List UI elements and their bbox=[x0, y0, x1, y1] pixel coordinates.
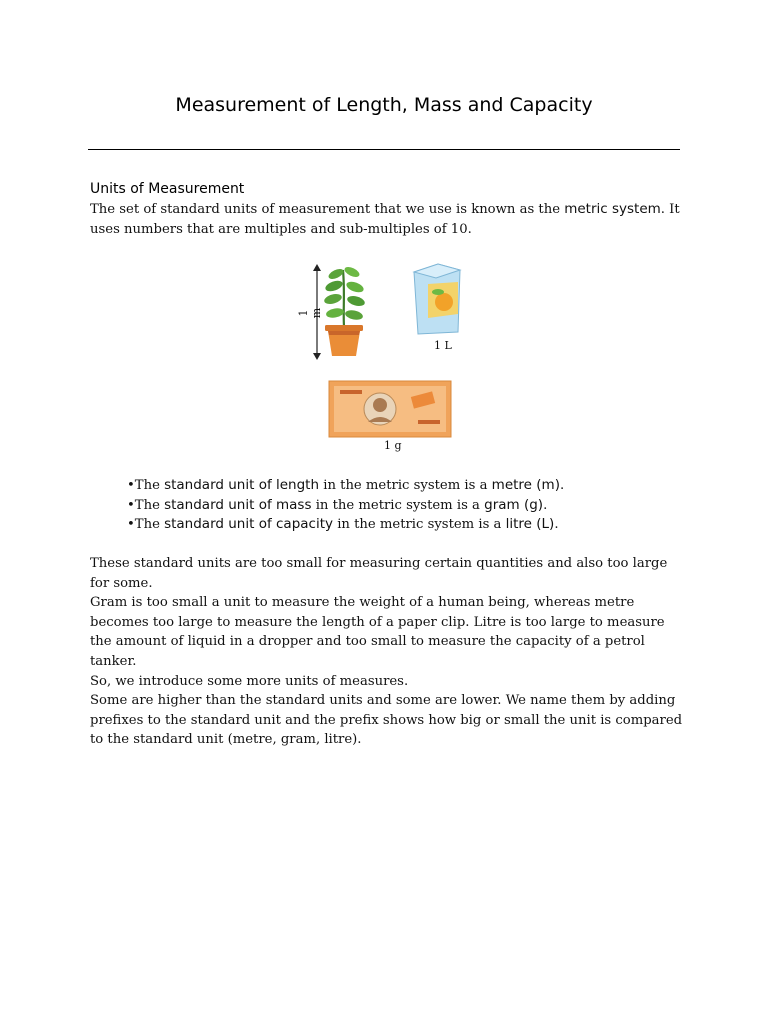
plant-height-label: 1 m bbox=[297, 307, 323, 319]
list-item: •The standard unit of mass in the metric system is a gram (g). bbox=[127, 496, 548, 513]
title-divider bbox=[88, 149, 680, 150]
list-item: •The standard unit of length in the metric system is a metre (m). bbox=[127, 477, 565, 493]
body-paragraph: So, we introduce some more units of measures. bbox=[90, 673, 409, 689]
section-heading: Units of Measurement bbox=[90, 181, 245, 197]
list-item: •The standard unit of capacity in the metric system is a litre (L). bbox=[127, 516, 559, 533]
unit-bullet-list bbox=[127, 476, 564, 535]
carton-capacity-label: 1 L bbox=[434, 339, 452, 352]
page-title: Measurement of Length, Mass and Capacity bbox=[175, 94, 593, 116]
intro-text-after: . It uses numbers that are multiples and sub-multiples of 10. bbox=[90, 202, 680, 237]
currency-note-illustration bbox=[328, 380, 452, 438]
intro-highlight-term: metric system bbox=[564, 201, 661, 217]
intro-text-before: The set of standard units of measurement that we use is known as the bbox=[90, 202, 565, 217]
body-paragraph: Some are higher than the standard units and some are lower. We name them by adding prefixes to the standard unit and the prefix shows how big or small the unit is compared to the standard unit (metre, gram, litre). bbox=[90, 693, 683, 748]
body-paragraph: Gram is too small a unit to measure the weight of a human being, whereas metre becomes too large to measure the length of a paper clip. Litre is too large to measure the amount of liquid in a dropper and too small to measure the capacity of a petrol tanker. bbox=[90, 595, 665, 669]
intro-paragraph bbox=[90, 200, 690, 239]
note-mass-label: 1 g bbox=[384, 439, 402, 452]
explanation-text bbox=[90, 554, 686, 750]
body-paragraph: These standard units are too small for measuring certain quantities and also too large for some. bbox=[90, 556, 668, 591]
juice-carton-illustration bbox=[408, 262, 466, 336]
